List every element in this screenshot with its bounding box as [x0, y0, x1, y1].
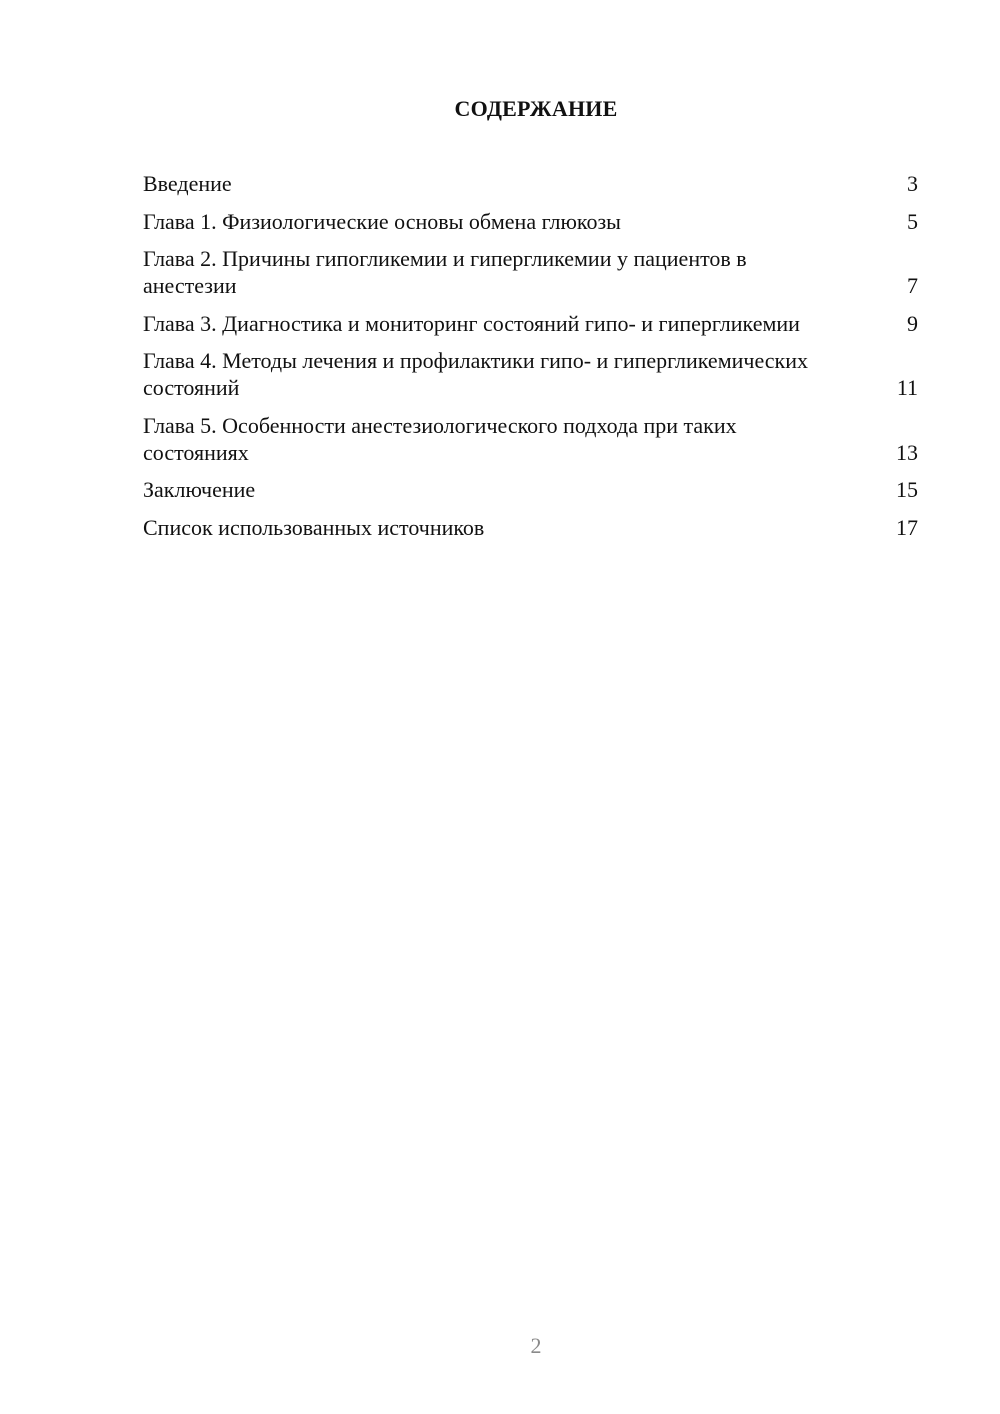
- toc-entry-chapter-4[interactable]: [143, 347, 918, 401]
- toc-entry-chapter-5[interactable]: [143, 412, 918, 466]
- toc-entry-chapter-1[interactable]: [143, 208, 918, 235]
- toc-entry-page: 3: [907, 171, 918, 196]
- toc-entry-page: 7: [907, 273, 918, 298]
- toc-entry-page: 13: [896, 439, 918, 465]
- toc-entry-conclusion[interactable]: [143, 476, 918, 503]
- toc-entry-page: 9: [907, 310, 918, 336]
- toc-entry-text: Глава 4. Методы лечения и профилактики гипо- и гипергликемических состояний: [143, 348, 808, 400]
- toc-entry-page: 11: [896, 375, 918, 400]
- toc-entry-page: 5: [907, 208, 918, 234]
- toc-list: [143, 170, 918, 551]
- toc-entry-text: Глава 5. Особенности анестезиологического подхода при таких состояниях: [143, 412, 737, 465]
- toc-entry-text: Глава 2. Причины гипогликемии и гипергликемии у пациентов в анестезии: [143, 246, 747, 298]
- toc-entry-text: Глава 3. Диагностика и мониторинг состояний гипо- и гипергликемии: [143, 310, 800, 336]
- toc-entry-references[interactable]: [143, 514, 918, 541]
- toc-entry-chapter-3[interactable]: [143, 310, 918, 337]
- toc-entry-introduction[interactable]: [143, 170, 918, 197]
- toc-entry-text: Список использованных источников: [143, 514, 485, 540]
- toc-entry-text: Заключение: [143, 477, 256, 502]
- toc-title: СОДЕРЖАНИЕ: [454, 96, 618, 121]
- toc-entry-text: Введение: [143, 171, 232, 196]
- toc-entry-chapter-2[interactable]: [143, 245, 918, 299]
- page-number: 2: [530, 1333, 542, 1358]
- toc-entry-page: 17: [896, 514, 918, 540]
- toc-entry-text: Глава 1. Физиологические основы обмена глюкозы: [143, 208, 621, 234]
- toc-entry-page: 15: [896, 477, 918, 502]
